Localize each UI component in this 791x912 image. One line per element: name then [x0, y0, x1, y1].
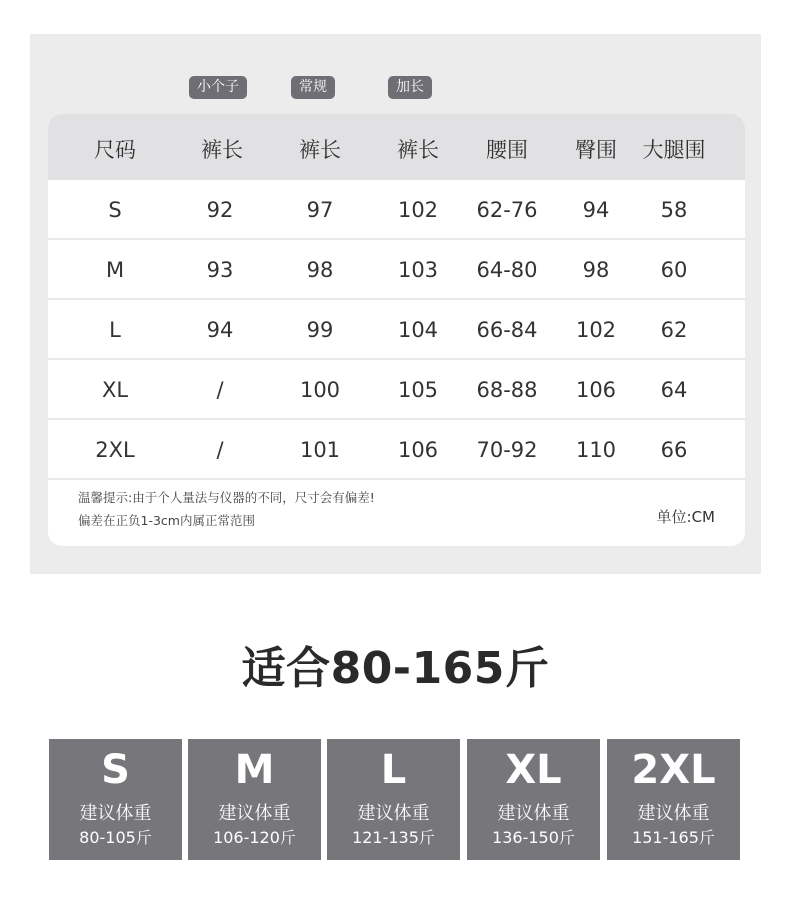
tag-regular: 常规: [291, 76, 335, 99]
weight-range-headline: 适合80-165斤: [241, 643, 550, 694]
cell-size: M: [105, 258, 125, 282]
weight-card-size: M: [234, 747, 275, 793]
cell-thigh: 60: [660, 258, 688, 282]
cell-length-long: 103: [397, 258, 439, 282]
cell-length-long: 106: [397, 438, 439, 462]
cell-length-petite: 93: [206, 258, 234, 282]
size-table: [48, 114, 745, 546]
cell-waist: 68-88: [476, 378, 538, 402]
cell-hip: 98: [582, 258, 610, 282]
header-length-long: 裤长: [397, 138, 439, 162]
cell-length-petite: /: [216, 378, 224, 402]
cell-thigh: 58: [660, 198, 688, 222]
cell-length-petite: /: [216, 438, 224, 462]
table-row: [48, 240, 745, 300]
table-header: [48, 114, 745, 180]
cell-thigh: 62: [660, 318, 688, 342]
weight-card-s: [49, 739, 182, 860]
header-size: 尺码: [94, 138, 136, 162]
cell-size: XL: [101, 378, 129, 402]
cell-length-regular: 100: [299, 378, 341, 402]
header-length-regular: 裤长: [299, 138, 341, 162]
cell-waist: 64-80: [476, 258, 538, 282]
cell-length-regular: 99: [306, 318, 334, 342]
weight-card-label: 建议体重: [497, 803, 570, 824]
weight-card-range: 121-135斤: [352, 828, 435, 847]
cell-hip: 106: [575, 378, 617, 402]
cell-waist: 70-92: [476, 438, 538, 462]
length-tags: [0, 76, 791, 100]
cell-length-long: 105: [397, 378, 439, 402]
weight-card-label: 建议体重: [637, 803, 710, 824]
table-row: [48, 180, 745, 240]
tag-petite: 小个子: [189, 76, 247, 99]
tolerance-note: 偏差在正负1-3cm内属正常范围: [78, 513, 255, 528]
table-row: [48, 420, 745, 480]
weight-card-size: 2XL: [631, 747, 716, 793]
cell-hip: 102: [575, 318, 617, 342]
cell-thigh: 64: [660, 378, 688, 402]
cell-size: L: [109, 318, 121, 342]
cell-waist: 66-84: [476, 318, 538, 342]
cell-thigh: 66: [660, 438, 688, 462]
measurement-tip: 温馨提示:由于个人量法与仪器的不同，尺寸会有偏差!: [78, 490, 375, 505]
weight-card-size: S: [101, 747, 130, 793]
cell-length-petite: 92: [206, 198, 234, 222]
cell-length-regular: 98: [306, 258, 334, 282]
weight-card-l: [327, 739, 460, 860]
cell-size: 2XL: [95, 438, 135, 462]
cell-waist: 62-76: [476, 198, 538, 222]
weight-card-label: 建议体重: [79, 803, 152, 824]
weight-card-m: [188, 739, 321, 860]
table-row: [48, 360, 745, 420]
cell-length-petite: 94: [206, 318, 234, 342]
cell-hip: 110: [575, 438, 617, 462]
weight-card-range: 106-120斤: [213, 828, 296, 847]
weight-card-label: 建议体重: [357, 803, 430, 824]
cell-size: S: [108, 198, 122, 222]
unit-label: 单位:CM: [656, 508, 715, 526]
header-hip: 臀围: [575, 138, 617, 162]
tag-long: 加长: [388, 76, 432, 99]
weight-card-2xl: [607, 739, 740, 860]
table-row: [48, 300, 745, 360]
weight-card-xl: [467, 739, 600, 860]
cell-hip: 94: [582, 198, 610, 222]
cell-length-long: 102: [397, 198, 439, 222]
cell-length-long: 104: [397, 318, 439, 342]
weight-card-range: 136-150斤: [492, 828, 575, 847]
cell-length-regular: 97: [306, 198, 334, 222]
weight-card-size: XL: [505, 747, 562, 793]
weight-card-range: 151-165斤: [632, 828, 715, 847]
row-divider: [48, 478, 745, 480]
weight-card-label: 建议体重: [218, 803, 291, 824]
header-waist: 腰围: [486, 138, 528, 162]
weight-card-size: L: [380, 747, 407, 793]
cell-length-regular: 101: [299, 438, 341, 462]
header-length-petite: 裤长: [201, 138, 243, 162]
header-thigh: 大腿围: [642, 138, 706, 162]
weight-card-range: 80-105斤: [79, 828, 152, 847]
